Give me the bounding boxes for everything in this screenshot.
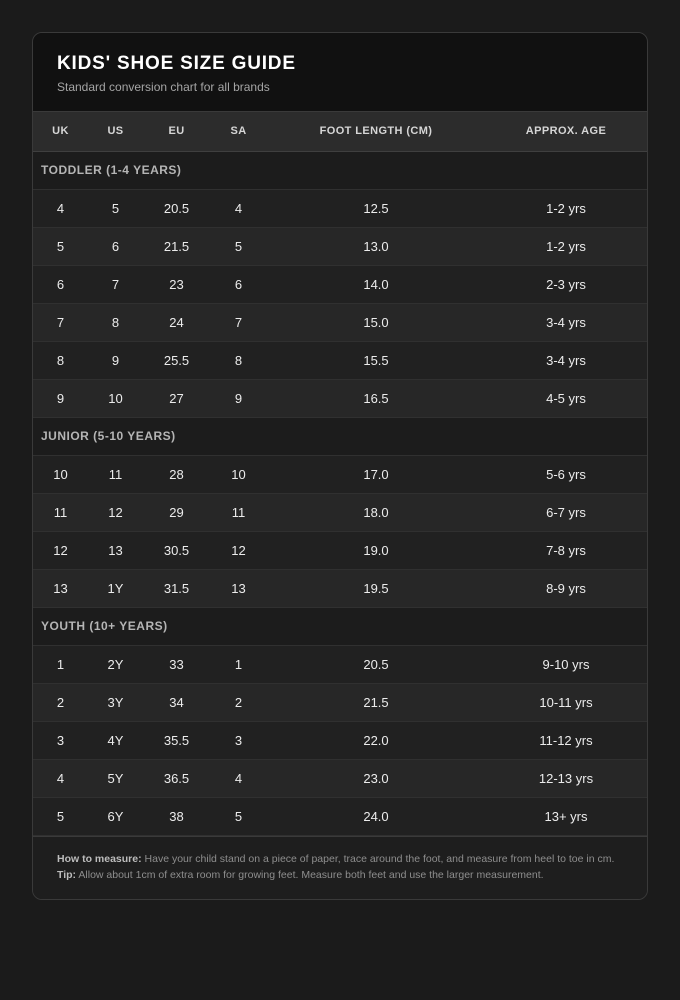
cell-eu: 33 xyxy=(143,645,210,683)
cell-approx-age: 1-2 yrs xyxy=(485,189,647,227)
cell-us: 8 xyxy=(88,303,143,341)
measure-label: How to measure: xyxy=(57,852,142,865)
cell-sa: 5 xyxy=(210,227,267,265)
cell-us: 7 xyxy=(88,265,143,303)
cell-foot-length: 12.5 xyxy=(267,189,485,227)
table-row xyxy=(33,379,647,417)
column-header-uk: UK xyxy=(33,112,88,151)
cell-uk: 5 xyxy=(33,227,88,265)
cell-us: 6 xyxy=(88,227,143,265)
group-row xyxy=(33,417,647,455)
cell-eu: 38 xyxy=(143,797,210,835)
table-row xyxy=(33,455,647,493)
cell-uk: 8 xyxy=(33,341,88,379)
cell-approx-age: 7-8 yrs xyxy=(485,531,647,569)
cell-approx-age: 3-4 yrs xyxy=(485,341,647,379)
cell-us: 11 xyxy=(88,455,143,493)
table-row xyxy=(33,303,647,341)
cell-foot-length: 19.5 xyxy=(267,569,485,607)
cell-uk: 9 xyxy=(33,379,88,417)
cell-sa: 11 xyxy=(210,493,267,531)
cell-us: 5 xyxy=(88,189,143,227)
cell-uk: 2 xyxy=(33,683,88,721)
table-row xyxy=(33,341,647,379)
cell-foot-length: 17.0 xyxy=(267,455,485,493)
cell-foot-length: 14.0 xyxy=(267,265,485,303)
cell-approx-age: 13+ yrs xyxy=(485,797,647,835)
cell-approx-age: 4-5 yrs xyxy=(485,379,647,417)
size-guide-card xyxy=(32,32,648,900)
measure-note xyxy=(57,851,623,867)
cell-sa: 4 xyxy=(210,759,267,797)
page-title: KIDS' SHOE SIZE GUIDE xyxy=(57,53,296,74)
table-row xyxy=(33,645,647,683)
cell-foot-length: 16.5 xyxy=(267,379,485,417)
cell-uk: 11 xyxy=(33,493,88,531)
table-row xyxy=(33,759,647,797)
table-header xyxy=(33,112,647,151)
table-row xyxy=(33,569,647,607)
cell-foot-length: 23.0 xyxy=(267,759,485,797)
cell-approx-age: 3-4 yrs xyxy=(485,303,647,341)
cell-foot-length: 15.0 xyxy=(267,303,485,341)
table-row xyxy=(33,721,647,759)
cell-approx-age: 9-10 yrs xyxy=(485,645,647,683)
cell-uk: 4 xyxy=(33,759,88,797)
cell-uk: 3 xyxy=(33,721,88,759)
card-header xyxy=(33,33,647,112)
column-header-us: US xyxy=(88,112,143,151)
group-label: JUNIOR (5-10 YEARS) xyxy=(33,417,647,455)
cell-uk: 7 xyxy=(33,303,88,341)
cell-us: 4Y xyxy=(88,721,143,759)
cell-sa: 13 xyxy=(210,569,267,607)
cell-eu: 36.5 xyxy=(143,759,210,797)
cell-sa: 2 xyxy=(210,683,267,721)
cell-sa: 7 xyxy=(210,303,267,341)
cell-foot-length: 13.0 xyxy=(267,227,485,265)
measurement-notes xyxy=(33,836,647,899)
cell-foot-length: 22.0 xyxy=(267,721,485,759)
group-label: TODDLER (1-4 YEARS) xyxy=(33,151,647,189)
table-body xyxy=(33,151,647,835)
cell-us: 2Y xyxy=(88,645,143,683)
cell-approx-age: 12-13 yrs xyxy=(485,759,647,797)
cell-uk: 6 xyxy=(33,265,88,303)
group-label: YOUTH (10+ YEARS) xyxy=(33,607,647,645)
column-header-sa: SA xyxy=(210,112,267,151)
cell-eu: 34 xyxy=(143,683,210,721)
cell-sa: 12 xyxy=(210,531,267,569)
cell-uk: 13 xyxy=(33,569,88,607)
cell-us: 10 xyxy=(88,379,143,417)
cell-sa: 5 xyxy=(210,797,267,835)
table-row xyxy=(33,265,647,303)
cell-us: 3Y xyxy=(88,683,143,721)
cell-eu: 27 xyxy=(143,379,210,417)
table-row xyxy=(33,531,647,569)
group-row xyxy=(33,151,647,189)
cell-us: 12 xyxy=(88,493,143,531)
cell-sa: 4 xyxy=(210,189,267,227)
cell-us: 13 xyxy=(88,531,143,569)
cell-approx-age: 11-12 yrs xyxy=(485,721,647,759)
cell-uk: 10 xyxy=(33,455,88,493)
cell-approx-age: 2-3 yrs xyxy=(485,265,647,303)
page-subtitle: Standard conversion chart for all brands xyxy=(57,80,270,94)
column-header-eu: EU xyxy=(143,112,210,151)
cell-foot-length: 15.5 xyxy=(267,341,485,379)
tip-text: Allow about 1cm of extra room for growing feet. Measure both feet and use the larger measurement. xyxy=(76,868,544,881)
table-row xyxy=(33,227,647,265)
table-row xyxy=(33,797,647,835)
cell-approx-age: 5-6 yrs xyxy=(485,455,647,493)
cell-eu: 24 xyxy=(143,303,210,341)
cell-sa: 3 xyxy=(210,721,267,759)
cell-uk: 5 xyxy=(33,797,88,835)
size-table xyxy=(33,112,647,836)
column-header-foot-length: FOOT LENGTH (CM) xyxy=(267,112,485,151)
cell-eu: 29 xyxy=(143,493,210,531)
cell-sa: 6 xyxy=(210,265,267,303)
cell-foot-length: 21.5 xyxy=(267,683,485,721)
cell-uk: 12 xyxy=(33,531,88,569)
measure-text: Have your child stand on a piece of paper, trace around the foot, and measure from heel to toe in cm. xyxy=(141,852,615,865)
cell-eu: 20.5 xyxy=(143,189,210,227)
cell-foot-length: 18.0 xyxy=(267,493,485,531)
cell-sa: 10 xyxy=(210,455,267,493)
cell-foot-length: 20.5 xyxy=(267,645,485,683)
cell-approx-age: 1-2 yrs xyxy=(485,227,647,265)
cell-approx-age: 10-11 yrs xyxy=(485,683,647,721)
table-row xyxy=(33,493,647,531)
cell-eu: 21.5 xyxy=(143,227,210,265)
cell-eu: 25.5 xyxy=(143,341,210,379)
cell-us: 1Y xyxy=(88,569,143,607)
cell-us: 6Y xyxy=(88,797,143,835)
cell-foot-length: 19.0 xyxy=(267,531,485,569)
cell-us: 5Y xyxy=(88,759,143,797)
cell-eu: 28 xyxy=(143,455,210,493)
cell-approx-age: 8-9 yrs xyxy=(485,569,647,607)
tip-label: Tip: xyxy=(57,868,77,881)
cell-uk: 1 xyxy=(33,645,88,683)
cell-foot-length: 24.0 xyxy=(267,797,485,835)
cell-sa: 1 xyxy=(210,645,267,683)
cell-sa: 9 xyxy=(210,379,267,417)
table-row xyxy=(33,683,647,721)
table-row xyxy=(33,189,647,227)
cell-eu: 30.5 xyxy=(143,531,210,569)
cell-us: 9 xyxy=(88,341,143,379)
column-header-approx-age: APPROX. AGE xyxy=(485,112,647,151)
cell-eu: 35.5 xyxy=(143,721,210,759)
cell-approx-age: 6-7 yrs xyxy=(485,493,647,531)
group-row xyxy=(33,607,647,645)
cell-uk: 4 xyxy=(33,189,88,227)
cell-sa: 8 xyxy=(210,341,267,379)
cell-eu: 31.5 xyxy=(143,569,210,607)
tip-note xyxy=(57,867,623,883)
cell-eu: 23 xyxy=(143,265,210,303)
